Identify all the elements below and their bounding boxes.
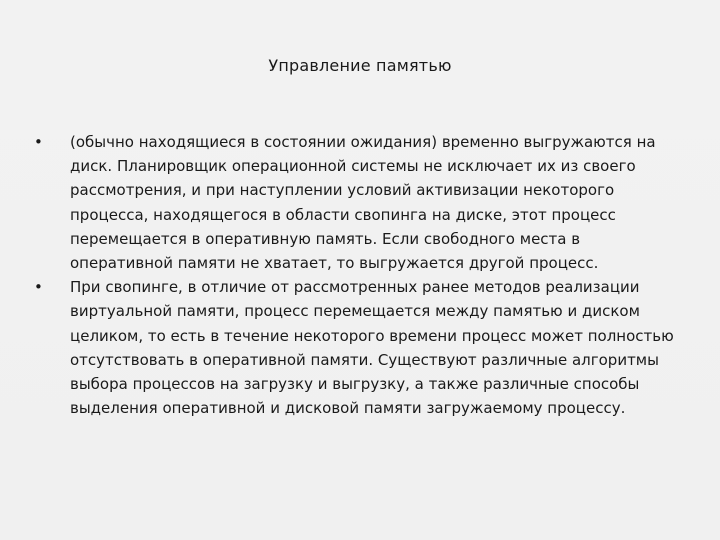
bullet-item xyxy=(34,275,684,420)
bullet-item xyxy=(34,130,684,275)
bullet-list xyxy=(34,130,684,420)
bullet-marker: • xyxy=(34,133,43,151)
bullet-marker: • xyxy=(34,278,43,297)
bullet-text: (обычно находящиеся в состоянии ожидания) временно выгружаются на диск. Планировщик операционной системы не исключает их из своего рассмотрения, и при наступлении условий активизации некоторого процесса, находящегося в области свопинга на диске, этот процесс перемещается в оперативную память. Если свободного места в оперативной памяти не хватает, то выгружается другой процесс. xyxy=(70,133,656,273)
slide-title: Управление памятью xyxy=(268,56,452,75)
bullet-text: При свопинге, в отличие от рассмотренных ранее методов реализации виртуальной памяти, процесс перемещается между памятью и диском целиком, то есть в течение некоторого времени процесс может полностью отсутствовать в оперативной памяти. Существуют различные алгоритмы выбора процессов на загрузку и выгрузку, а также различные способы выделения оперативной и дисковой памяти загружаемому процессу. xyxy=(70,278,674,418)
